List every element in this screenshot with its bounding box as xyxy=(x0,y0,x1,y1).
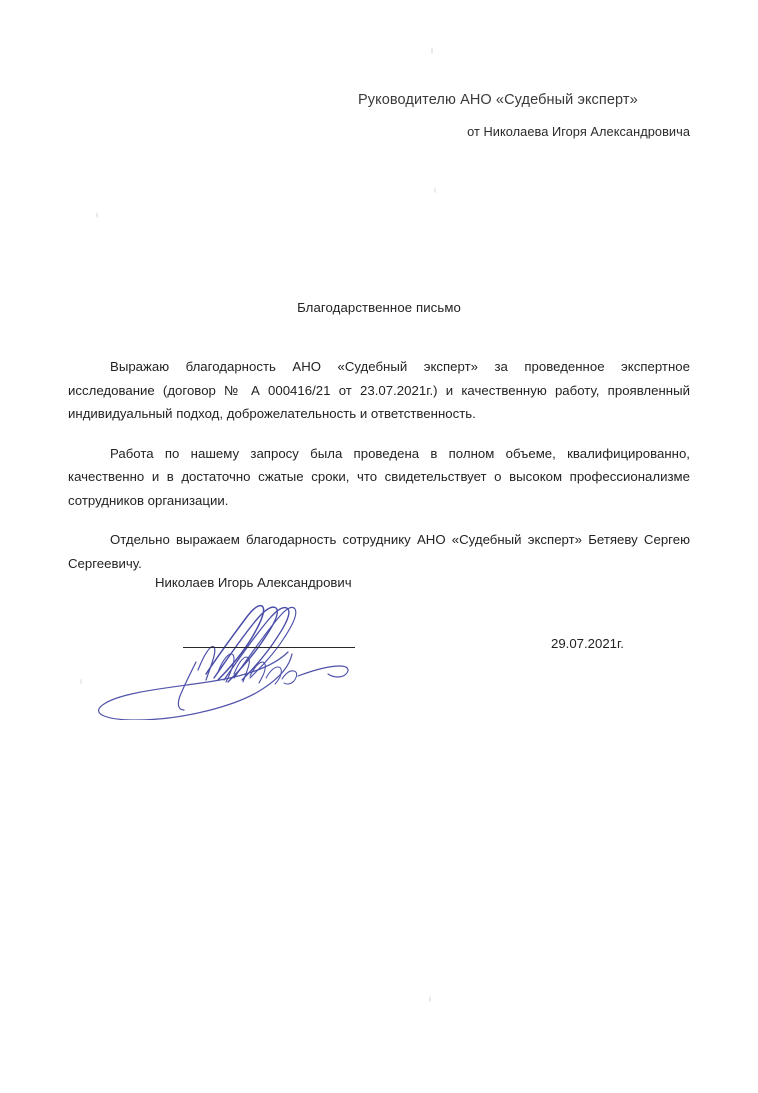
signature-date: 29.07.2021г. xyxy=(551,636,624,651)
scan-speck xyxy=(431,47,433,54)
document-title: Благодарственное письмо xyxy=(297,300,461,315)
signature-rule xyxy=(183,647,355,648)
scan-speck xyxy=(96,212,98,218)
addressee-line: Руководителю АНО «Судебный эксперт» xyxy=(358,92,638,108)
body-paragraph-2: Работа по нашему запросу была проведена в полном объеме, квалифицированно, качественно и в достаточно сжатые сроки, что свидетельствует о высоком профессионализме сотрудников организации. xyxy=(68,445,690,508)
signature-strokes xyxy=(78,600,378,720)
letter-body xyxy=(68,355,690,575)
body-paragraph-1: Выражаю благодарность АНО «Судебный эксперт» за проведенное экспертное исследование (договор № А 000416/21 от 23.07.2021г.) и качественную работу, проявленный индивидуальный подход, доброжелательность и ответственность. xyxy=(68,359,690,421)
scan-speck xyxy=(429,996,431,1002)
body-paragraph-3: Отдельно выражаем благодарность сотруднику АНО «Судебный эксперт» Бетяеву Сергею Сергеевичу. xyxy=(68,532,690,571)
signer-name: Николаев Игорь Александрович xyxy=(155,575,352,590)
letter-header xyxy=(358,92,690,139)
scan-speck xyxy=(80,679,82,684)
scan-speck xyxy=(434,188,436,193)
handwritten-signature xyxy=(78,600,378,720)
sender-line: от Николаева Игоря Александровича xyxy=(467,124,690,139)
